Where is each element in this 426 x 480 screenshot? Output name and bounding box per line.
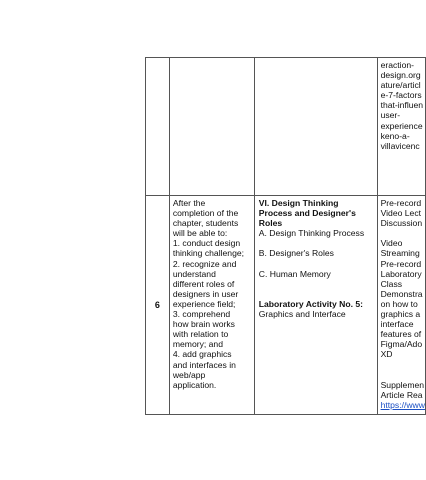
objective-line: how brain works (172, 319, 235, 330)
activity-line: that-influen (380, 100, 424, 111)
activity-line: Discussion (380, 218, 423, 229)
objective-line: designers in user (172, 288, 239, 299)
activities-cell (377, 196, 425, 415)
syllabus-table (145, 57, 426, 415)
activity-line: Laboratory (380, 268, 422, 279)
activity-line: Streaming (380, 248, 420, 259)
topic-title-line: Roles (258, 218, 283, 229)
objective-line: chapter, students (172, 218, 239, 229)
activity-line: e-7-factors (380, 90, 422, 101)
lab-activity-title: Laboratory Activity No. 5: (258, 298, 364, 309)
objective-line: 2. recognize and (172, 258, 237, 269)
objective-line: application. (172, 379, 217, 390)
activity-line: Pre-record (380, 198, 422, 208)
spacer (381, 360, 425, 370)
objectives-cell (169, 58, 254, 196)
spacer (381, 228, 425, 238)
objective-line: 4. add graphics (172, 349, 232, 360)
spacer (259, 289, 375, 299)
activity-line: user- (380, 110, 401, 121)
objective-line: will be able to: (172, 228, 228, 239)
objective-line: 3. comprehend (172, 309, 231, 320)
activity-line: Demonstra (380, 288, 423, 299)
article-link[interactable]: https://www (380, 399, 425, 410)
table-row (146, 196, 426, 415)
activity-line: Class (380, 278, 403, 289)
week-number-cell (146, 58, 170, 196)
activity-line: experience (380, 120, 423, 131)
objective-line: experience field; (172, 298, 236, 309)
activities-cell (377, 58, 425, 196)
topics-cell (254, 196, 377, 415)
activity-line: Pre-record (380, 258, 422, 269)
objective-line: memory; and (172, 339, 223, 350)
activity-line: on how to (380, 298, 418, 309)
activity-line: interface (380, 319, 414, 330)
week-number-cell: 6 (146, 196, 170, 415)
objectives-cell (169, 196, 254, 415)
activity-line: graphics a (380, 309, 421, 320)
activity-line: design.org (380, 70, 421, 81)
activity-line: ature/articl (380, 80, 421, 91)
objective-line: and interfaces in (172, 359, 236, 370)
lab-activity-desc: Graphics and Interface (258, 309, 346, 320)
objective-line: 1. conduct design (172, 238, 241, 249)
spacer (259, 279, 375, 289)
objective-line: with relation to (172, 329, 229, 340)
table-row (146, 58, 426, 196)
spacer (259, 259, 375, 269)
spacer (259, 238, 375, 248)
activity-line: features of (380, 329, 422, 340)
activity-line: keno-a- (380, 130, 410, 141)
topic-c: C. Human Memory (258, 268, 331, 279)
activity-line: XD (380, 349, 393, 360)
objective-line: understand (172, 268, 216, 279)
objective-line: After the (172, 198, 206, 208)
activity-line: villavicenc (380, 140, 420, 151)
topic-title-line: Process and Designer's (258, 208, 356, 219)
topics-cell (254, 58, 377, 196)
activity-line: Video (380, 238, 403, 249)
topic-title-line: VI. Design Thinking (258, 198, 339, 208)
topic-b: B. Designer's Roles (258, 248, 334, 259)
objective-line: thinking challenge; (172, 248, 245, 259)
activity-line: Article Rea (380, 389, 423, 400)
activity-line: Figma/Ado (380, 339, 423, 350)
topic-a: A. Design Thinking Process (258, 228, 365, 239)
activity-line: Supplemen (380, 379, 425, 390)
objective-line: different roles of (172, 278, 235, 289)
objective-line: web/app (172, 369, 206, 380)
activity-line: eraction- (380, 60, 414, 70)
activity-line: Video Lect (380, 208, 422, 219)
objective-line: completion of the (172, 208, 239, 219)
spacer (381, 370, 425, 380)
